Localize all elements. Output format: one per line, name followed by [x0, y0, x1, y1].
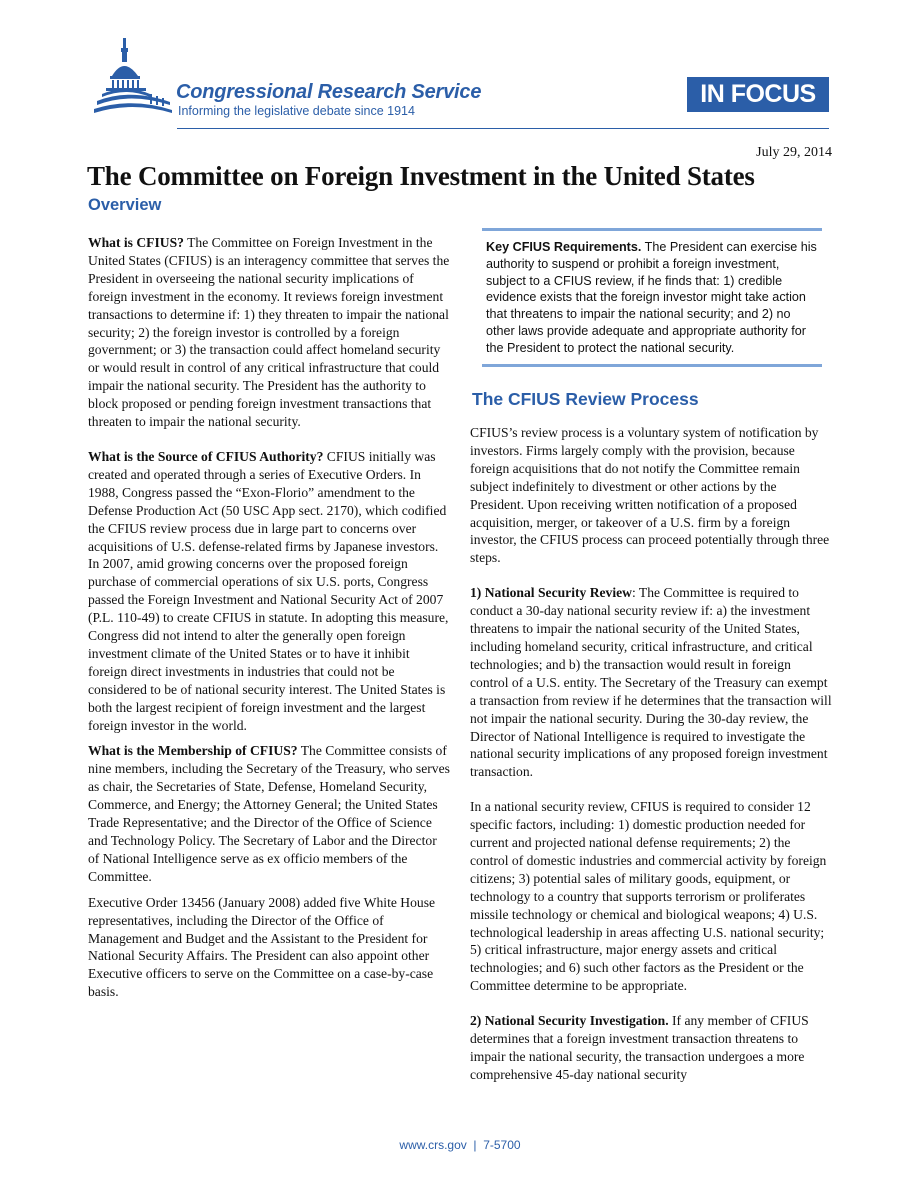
paragraph-national-security-review — [470, 584, 832, 781]
paragraph-what-is-cfius — [88, 234, 450, 431]
paragraph-lead: What is the Membership of CFIUS? — [88, 743, 298, 759]
paragraph-body: If any member of CFIUS determines that a foreign investment transaction threatens to impair the national security, the transaction undergoes a more comprehensive 45-day national security — [470, 1013, 809, 1082]
paragraph-body: : The Committee is required to conduct a 30-day national security review if: a) the investment threatens to impair the national security of the United States, including homeland security, critical infrastructure, and critical technologies; and b) the transaction would result in foreign control of a U.S. entity. The Secretary of the Treasury can exempt a transaction from review if he determines that the transaction will not impair the national security. During the 30-day review, the Director of National Intelligence is required to investigate the national security implications of any proposed foreign investment transaction. — [470, 585, 832, 780]
in-focus-badge: IN FOCUS — [687, 77, 829, 112]
right-column — [470, 424, 832, 1084]
publication-date: July 29, 2014 — [756, 145, 832, 160]
brand-tagline: Informing the legislative debate since 1914 — [178, 104, 415, 118]
callout-text — [486, 239, 818, 357]
document-title: The Committee on Foreign Investment in the United States — [87, 161, 755, 191]
key-requirements-callout — [482, 228, 822, 367]
callout-top-rule — [482, 228, 822, 231]
header-divider — [177, 128, 829, 129]
document-subtitle: Overview — [88, 196, 162, 214]
callout-bottom-rule — [482, 364, 822, 367]
paragraph-lead: 1) National Security Review — [470, 585, 632, 601]
footer: www.crs.gov | 7-5700 — [399, 1138, 521, 1152]
callout-body: The President can exercise his authority to suspend or prohibit a foreign investment, subject to a CFIUS review, if he finds that: 1) credible evidence exists that the foreign investor might take action that threatens to impair the national security; and 2) no other laws provide adequate and appropriate authority for the President to protect the national security. — [486, 240, 817, 355]
section-heading-review-process: The CFIUS Review Process — [472, 389, 699, 409]
paragraph-body: CFIUS initially was created and operated through a series of Executive Orders. In 1988, Congress passed the “Exon-Florio” amendment to the Defense Production Act (50 USC App sect. 2170), which codified the CFIUS review process due in large part to concerns over acquisitions of U.S. defense-related firms by Japanese investors. In 2007, amid growing concerns over the proposed foreign purchase of commercial operations of six U.S. ports, Congress passed the Foreign Investment and National Security Act of 2007 (P.L. 110-49) to create CFIUS in statute. In adopting this measure, Congress did not intend to alter the generally open foreign investment climate of the United States or to have it inhibit foreign direct investments in industries that could not be considered to be of national security interest. The United States is both the largest recipient of foreign investment and the largest foreign investor in the world. — [88, 448, 449, 733]
paragraph-lead: What is CFIUS? — [88, 235, 184, 250]
capitol-dome-icon — [92, 36, 174, 122]
paragraph-body: The Committee consists of nine members, including the Secretary of the Treasury, who serves as chair, the Secretaries of State, Defense, Homeland Security, Commerce, and Energy; the Attorney General; the United States Trade Representative; and the Director of the Office of Science and Technology Policy. The Secretary of Labor and the Director of National Intelligence serve as ex officio members of the Committee. — [88, 743, 450, 884]
brand-name: Congressional Research Service — [176, 81, 482, 103]
paragraph-executive-order: Executive Order 13456 (January 2008) added five White House representatives, including the Director of the Office of Management and Budget and the Assistant to the President for National Security Affairs. The President can also appoint other Executive officers to serve on the Committee on a case-by-case basis. — [88, 894, 436, 1000]
paragraph-review-factors: In a national security review, CFIUS is required to consider 12 specific factors, including: 1) domestic production needed for current and projected national defense requirements; 2) the control of domestic industries and commercial activity by foreign citizens; 3) potential sales of military goods, equipment, or technology to a country that supports terrorism or proliferates missile technology or chemical and biological weapons; 4) U.S. technological leadership in areas affecting U.S. national security; 5) critical infrastructure, major energy assets and critical technologies; and 6) such other factors as the President or the Committee determine to be appropriate. — [470, 799, 827, 994]
paragraph-lead: What is the Source of CFIUS Authority? — [88, 448, 324, 464]
paragraph-body: The Committee on Foreign Investment in the United States (CFIUS) is an interagency committee that serves the President in overseeing the national security implications of foreign investment in the economy. It reviews foreign investment transactions to determine if: 1) they threaten to impair the national security; 2) the foreign investor is controlled by a foreign government; or 3) the transaction could affect homeland security or would result in control of any critical infrastructure that could impair the national security. The President has the authority to block proposed or pending foreign investment transactions that threaten to impair the national security. — [88, 235, 450, 430]
paragraph-national-security-investigation — [470, 1012, 832, 1084]
callout-lead: Key CFIUS Requirements. — [486, 240, 642, 254]
paragraph-review-process-intro: CFIUS’s review process is a voluntary system of notification by investors. Firms largely comply with the provision, because foreign acquisitions that do not notify the Committee remain subject indefinitely to divestment or other actions by the President. Upon receiving written notification of a proposed acquisition, merger, or takeover of a U.S. firm by a foreign investor, the CFIUS process can proceed potentially through three steps. — [470, 425, 830, 566]
paragraph-source-of-authority — [88, 448, 450, 735]
paragraph-lead: 2) National Security Investigation. — [470, 1013, 669, 1029]
left-column — [88, 234, 450, 1001]
paragraph-membership — [88, 742, 450, 885]
